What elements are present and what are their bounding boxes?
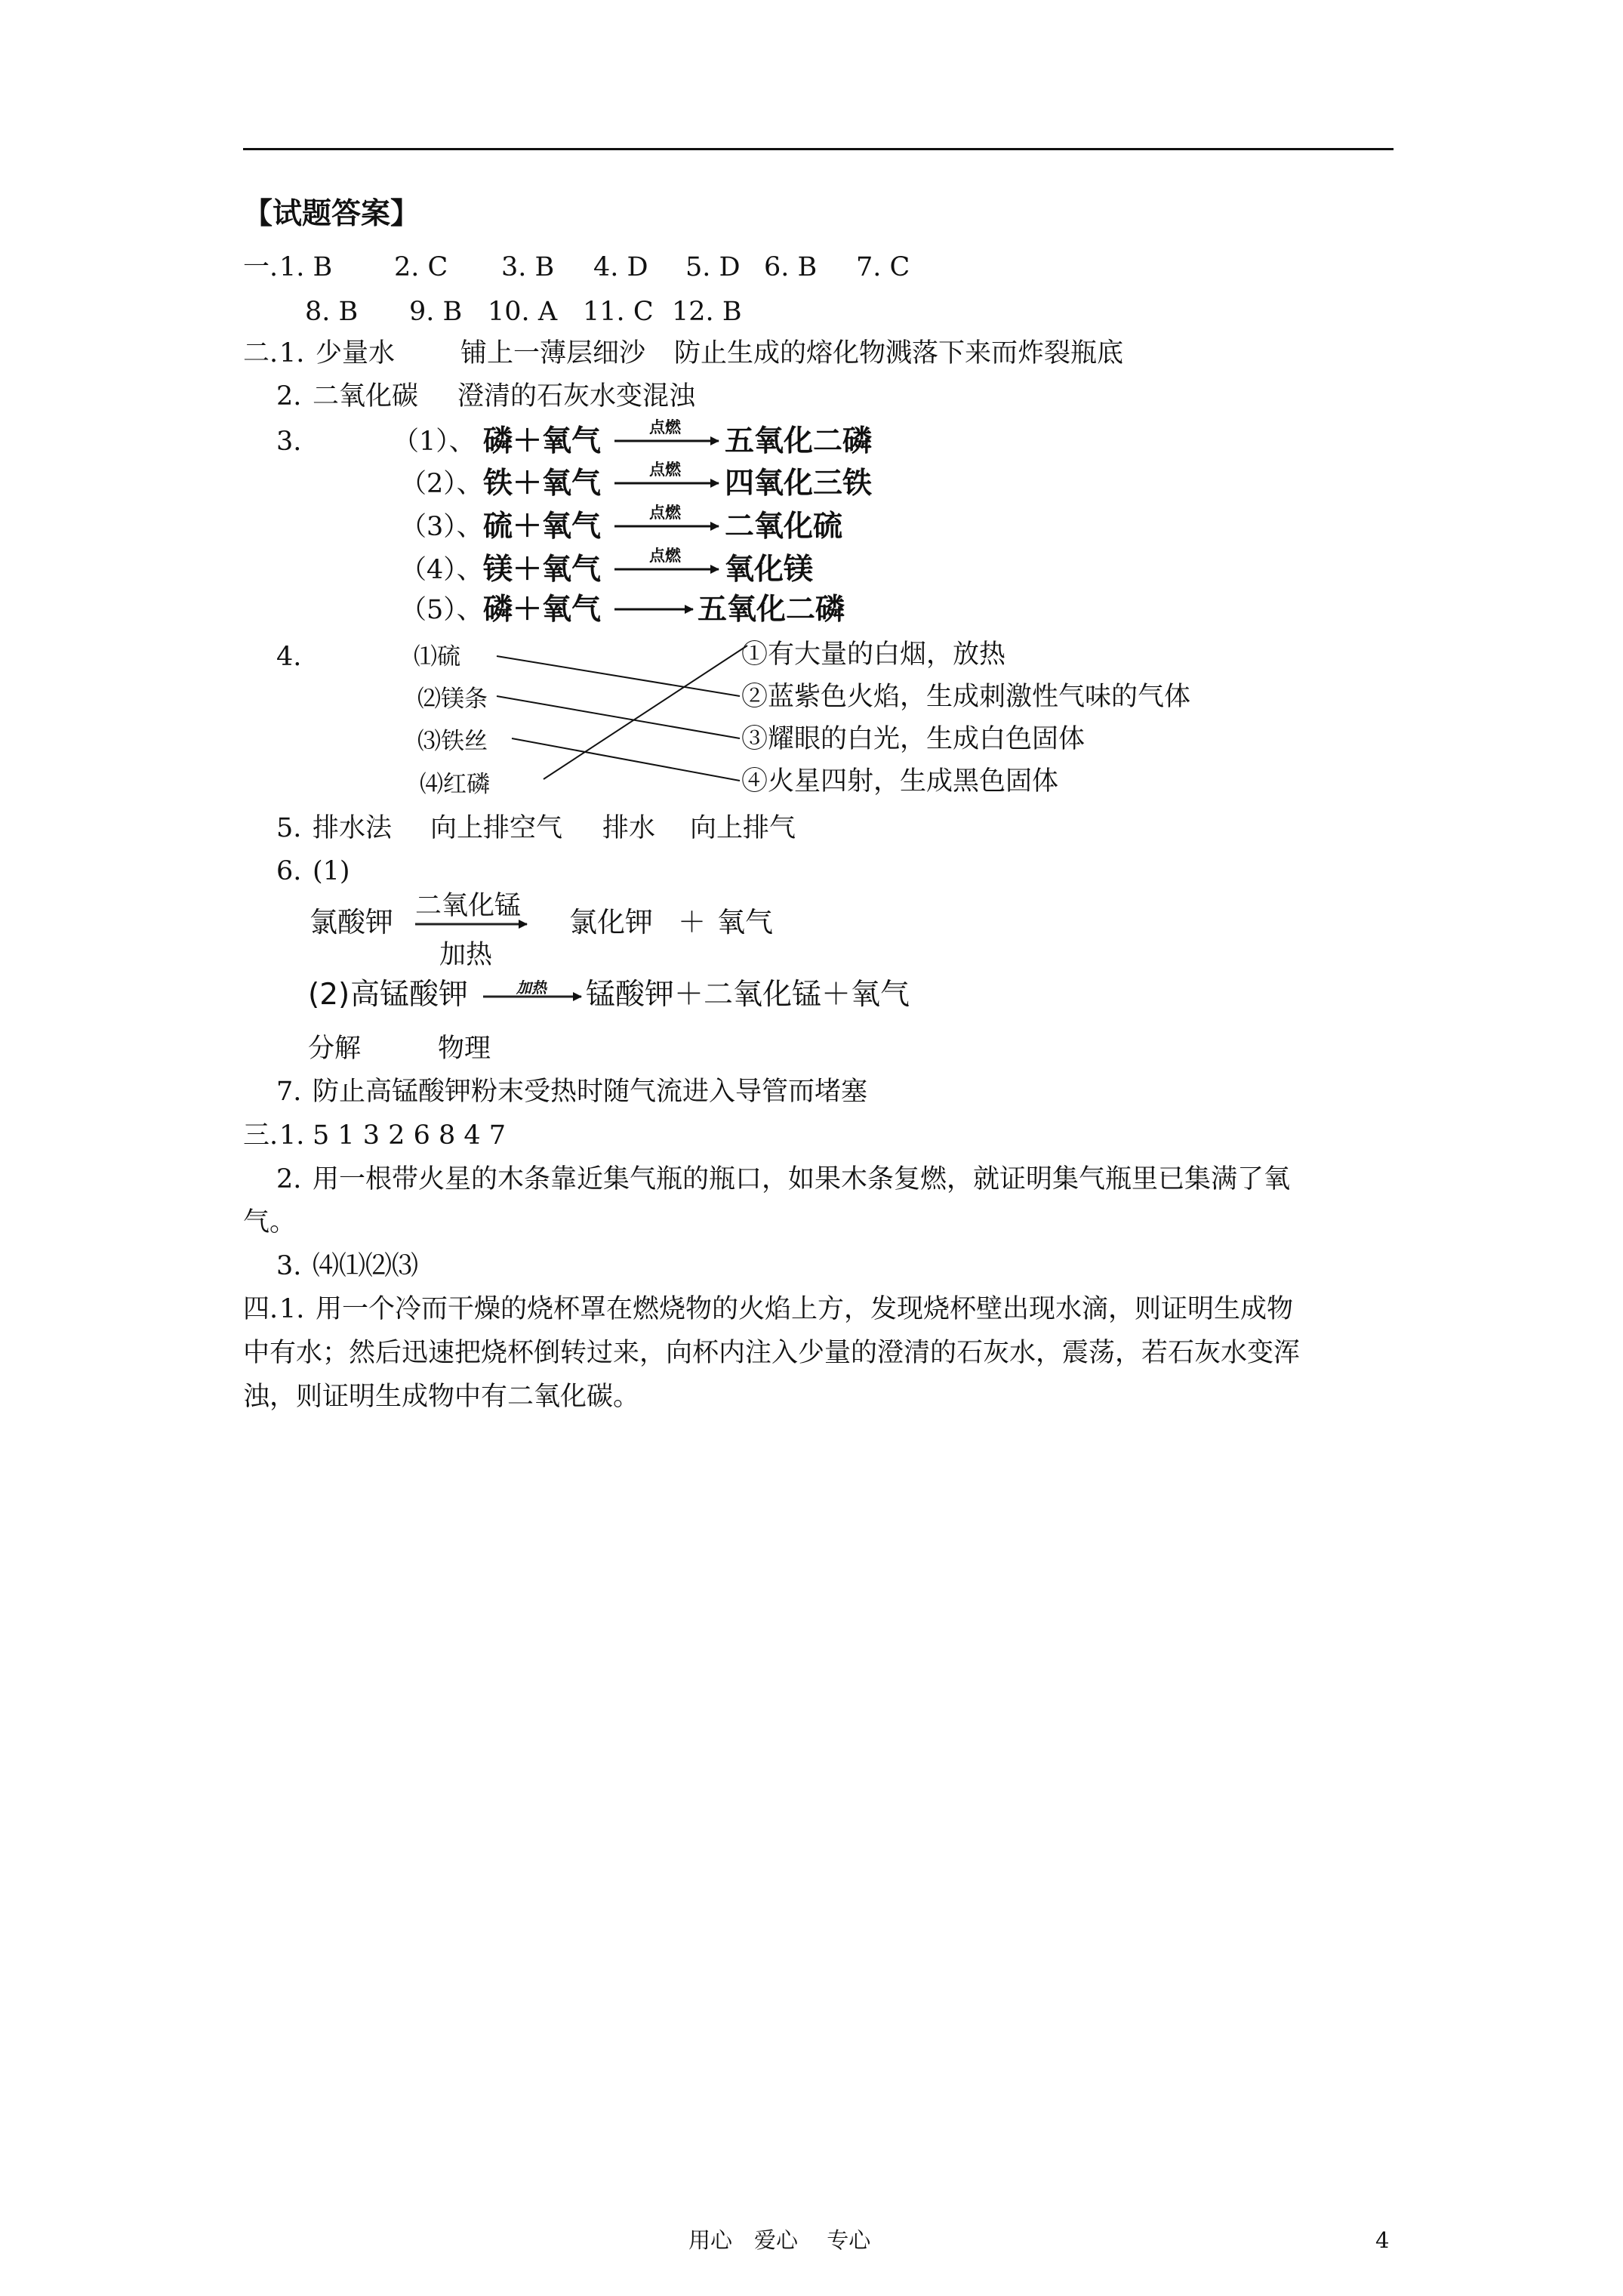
answer-text: 排水法 [313,813,393,843]
answer-text: 中有水；然后迅速把烧杯倒转过来，向杯内注入少量的澄清的石灰水，震荡，若石灰水变浑 [243,1338,1301,1368]
mc-answer: 9. B [409,297,463,327]
match-left-item: ⑴硫 [414,643,460,670]
reaction-type: 分解 [308,1034,362,1064]
answer-text: 浊，则证明生成物中有二氧化碳。 [243,1382,640,1412]
equation-condition: 加热 [516,978,547,997]
mc-answer: 5. D [685,252,741,282]
answer-text: 5 1 3 2 6 8 4 7 [313,1120,507,1151]
q-number: 3. [276,1251,302,1281]
mc-answer: 6. B [764,252,818,282]
equation-label: （3）、 [400,512,483,542]
equation-reactants: 镁＋氧气 [483,552,602,587]
equation-reactant: 高锰酸钾 [350,978,469,1012]
equation-product: 氧化镁 [725,552,814,587]
match-left-item: ⑷红磷 [420,771,490,798]
q-number: 3. [276,427,302,457]
equation-product: 氯化钾 [569,906,653,938]
q-number: 4. [276,642,302,672]
answer-text: ⑷⑴⑵⑶ [313,1251,419,1281]
q-number: 1. [279,338,305,368]
match-right-item: ②蓝紫色火焰，生成刺激性气味的气体 [741,682,1191,712]
q-number: 2. [276,1164,302,1194]
match-left-item: ⑶铁丝 [417,728,488,755]
equation-label: （1）、 [393,427,476,457]
q-number: 7. [276,1077,302,1107]
equation-label: （5）、 [400,595,483,625]
part2-marker: 二. [243,338,279,368]
part1-marker: 一. [243,252,279,282]
answer-text: 铺上一薄层细沙 [460,338,646,368]
equation-product: 五氧化二磷 [698,592,845,627]
equation-label: （4）、 [400,555,483,585]
sub-label: (1) [313,856,350,886]
match-right-item: ④火星四射，生成黑色固体 [741,766,1059,797]
answer-text: 澄清的石灰水变混浊 [457,381,696,411]
answer-text: 少量水 [316,338,396,368]
mc-answer: 7. C [856,252,910,282]
sub-label: (2) [308,978,350,1012]
plus-sign: ＋ [678,906,706,938]
equation-product: 二氧化硫 [725,509,843,544]
mc-answer: 2. C [394,252,448,282]
answer-text: 二氧化碳 [313,381,419,411]
equation-product: 氧气 [717,906,773,938]
answer-text: 防止高锰酸钾粉末受热时随气流进入导管而堵塞 [313,1077,868,1107]
equation-product: 四氧化三铁 [725,466,873,501]
equation-condition: 点燃 [649,418,681,436]
q-number: 1. [279,1294,305,1324]
equation-product: 五氧化二磷 [725,424,873,458]
answer-text: 向上排空气 [430,813,563,843]
match-line-phosphorus [544,646,747,779]
equation-condition: 加热 [439,940,493,970]
answer-text: 排水 [602,813,656,843]
equation-condition: 点燃 [649,460,681,479]
match-right-item: ①有大量的白烟，放热 [741,639,1006,670]
answer-text: 向上排气 [690,813,796,843]
mc-answer: 11. C [583,297,654,327]
match-line-iron [512,738,740,781]
change-type: 物理 [438,1034,491,1064]
match-right-item: ③耀眼的白光，生成白色固体 [741,724,1086,754]
page-number: 4 [1375,2227,1390,2253]
q-number: 5. [276,813,302,843]
q-number: 1. [279,1120,305,1151]
equation-reactants: 磷＋氧气 [483,424,602,458]
answers-heading: 【试题答案】 [243,196,420,231]
equation-reactants: 硫＋氧气 [483,509,602,544]
match-left-item: ⑵镁条 [417,686,488,713]
mc-answer: 1. B [279,252,333,282]
answer-text: 用一根带火星的木条靠近集气瓶的瓶口，如果木条复燃，就证明集气瓶里已集满了氧 [313,1164,1291,1194]
footer-slogan: 用心 爱心 专心 [688,2227,871,2253]
q-number: 6. [276,856,302,886]
equation-label: （2）、 [400,469,483,499]
match-line-magnesium [497,696,740,738]
mc-answer: 12. B [672,297,742,327]
equation-condition: 点燃 [649,503,681,522]
part3-marker: 三. [243,1120,279,1151]
answer-text: 气。 [243,1207,297,1237]
equation-reactants: 磷＋氧气 [483,592,602,627]
equation-reactant: 氯酸钾 [310,906,393,938]
equation-catalyst: 二氧化锰 [415,891,522,921]
mc-answer: 3. B [501,252,555,282]
mc-answer: 8. B [305,297,359,327]
answer-text: 用一个冷而干燥的烧杯罩在燃烧物的火焰上方，发现烧杯壁出现水滴，则证明生成物 [316,1294,1294,1324]
answer-text: 防止生成的熔化物溅落下来而炸裂瓶底 [674,338,1124,368]
mc-answer: 10. A [488,297,558,327]
equation-products: 锰酸钾＋二氧化锰＋氧气 [586,978,910,1012]
match-line-sulfur [497,656,740,696]
q-number: 2. [276,381,302,411]
part4-marker: 四. [243,1294,279,1324]
mc-answer: 4. D [593,252,648,282]
equation-reactants: 铁＋氧气 [483,466,602,501]
equation-condition: 点燃 [649,546,681,565]
